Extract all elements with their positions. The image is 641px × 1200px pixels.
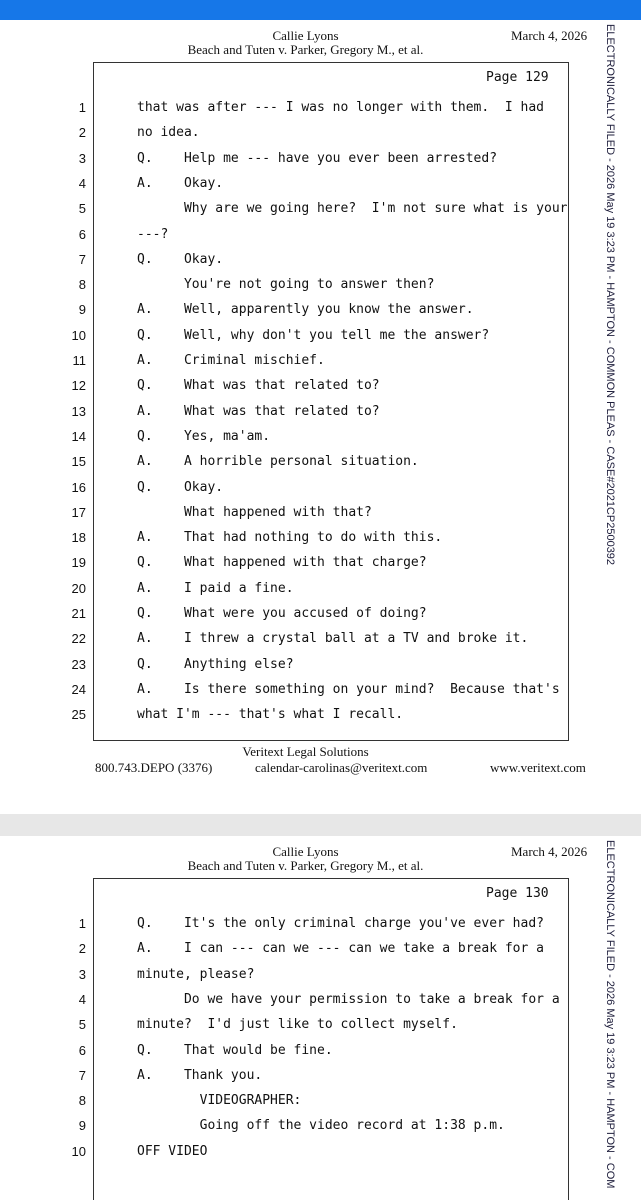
transcript-line <box>0 276 641 301</box>
footer-phone: 800.743.DEPO (3376) <box>95 760 213 775</box>
line-text: A. Is there something on your mind? Because that's <box>137 681 560 697</box>
transcript-line <box>0 580 641 605</box>
transcript-line <box>0 966 641 991</box>
line-text: Q. Well, why don't you tell me the answer? <box>137 327 490 343</box>
transcript-line <box>0 99 641 124</box>
line-text: that was after --- I was no longer with them. I had <box>137 100 544 115</box>
line-text: Q. That would be fine. <box>137 1042 333 1058</box>
transcript-line <box>0 915 641 940</box>
line-text: A. Thank you. <box>137 1067 263 1083</box>
deposition-date: March 4, 2026 <box>511 28 588 43</box>
line-text: Q. What happened with that charge? <box>137 555 427 571</box>
line-number: 1 <box>78 100 86 115</box>
top-status-bar <box>0 0 641 20</box>
line-text: Q. What were you accused of doing? <box>137 606 427 621</box>
transcript-line <box>0 991 641 1016</box>
transcript-line <box>0 504 641 529</box>
transcript-line <box>0 479 641 504</box>
transcript-page-130 <box>0 836 641 1200</box>
line-number: 8 <box>78 1093 86 1109</box>
line-text: A. Well, apparently you know the answer. <box>137 302 474 318</box>
line-number: 4 <box>78 175 86 191</box>
line-number: 16 <box>71 479 86 495</box>
filing-stamp <box>600 24 620 566</box>
case-caption: Beach and Tuten v. Parker, Gregory M., et al. <box>187 42 424 57</box>
transcript-line <box>0 428 641 453</box>
line-number: 7 <box>78 251 86 267</box>
transcript-line <box>0 1092 641 1117</box>
transcript-line <box>0 1016 641 1041</box>
line-text: no idea. <box>137 125 200 141</box>
line-text: A. I threw a crystal ball at a TV and broke it. <box>137 631 529 647</box>
line-number: 22 <box>71 631 86 647</box>
page-separator <box>0 814 641 836</box>
line-text: Q. Okay. <box>137 251 224 267</box>
line-number: 24 <box>71 681 86 697</box>
line-number: 12 <box>71 378 86 394</box>
transcript-line <box>0 529 641 554</box>
transcript-line <box>0 656 641 681</box>
transcript-line <box>0 327 641 352</box>
transcript-line <box>0 554 641 579</box>
line-text: A. A horrible personal situation. <box>137 454 419 470</box>
filing-stamp-text: ELECTRONICALLY FILED - 2026 May 19 3:23 PM - HAMPTON - COMMON PLEAS - CASE#2021CP2500392 <box>604 24 616 566</box>
transcript-line <box>0 301 641 326</box>
deposition-date: March 4, 2026 <box>511 844 588 859</box>
line-number: 10 <box>71 327 86 343</box>
line-number: 10 <box>71 1143 86 1159</box>
line-number: 1 <box>78 916 86 931</box>
line-text: Q. Help me --- have you ever been arrested? <box>137 150 498 166</box>
line-text: minute, please? <box>137 966 255 982</box>
transcript-line <box>0 226 641 251</box>
line-number: 17 <box>71 504 86 520</box>
transcript-line <box>0 150 641 175</box>
footer-email: calendar-carolinas@veritext.com <box>255 760 428 775</box>
line-text: what I'm --- that's what I recall. <box>137 707 404 723</box>
line-text: Do we have your permission to take a break for a <box>137 991 560 1007</box>
line-number: 6 <box>78 226 86 242</box>
transcript-line <box>0 605 641 630</box>
line-number: 2 <box>78 125 86 141</box>
transcript-line <box>0 352 641 377</box>
transcript-line <box>0 124 641 149</box>
footer-company: Veritext Legal Solutions <box>242 744 369 759</box>
line-number: 4 <box>78 991 86 1007</box>
line-number: 25 <box>71 707 86 723</box>
transcript-line <box>0 1143 641 1168</box>
line-number: 23 <box>71 656 86 672</box>
line-number: 5 <box>78 1017 86 1033</box>
line-number: 14 <box>71 428 86 444</box>
transcript-line <box>0 377 641 402</box>
line-text: Q. What was that related to? <box>137 378 380 394</box>
line-number: 21 <box>71 606 86 621</box>
line-text: ---? <box>137 226 169 242</box>
line-text: A. Criminal mischief. <box>137 353 325 368</box>
case-caption: Beach and Tuten v. Parker, Gregory M., et al. <box>187 858 424 873</box>
line-number: 13 <box>71 403 86 419</box>
line-text: OFF VIDEO <box>137 1143 208 1159</box>
page-number: Page 129 <box>486 70 549 85</box>
line-number: 9 <box>78 302 86 318</box>
transcript-line <box>0 453 641 478</box>
deponent-name: Callie Lyons <box>272 844 339 859</box>
line-number: 8 <box>78 277 86 293</box>
line-text: Q. Anything else? <box>137 656 294 672</box>
transcript-line <box>0 1067 641 1092</box>
transcript-line <box>0 940 641 965</box>
deponent-name: Callie Lyons <box>272 28 339 43</box>
transcript-line <box>0 175 641 200</box>
page-number: Page 130 <box>486 886 549 901</box>
transcript-line <box>0 1117 641 1142</box>
line-number: 9 <box>78 1118 86 1134</box>
line-text: You're not going to answer then? <box>137 277 435 293</box>
line-text: A. I can --- can we --- can we take a break for a <box>137 941 544 957</box>
filing-stamp-text: ELECTRONICALLY FILED - 2026 May 19 3:23 PM - HAMPTON - COM <box>604 840 616 1189</box>
line-text: What happened with that? <box>137 504 372 520</box>
transcript-line <box>0 706 641 731</box>
line-number: 3 <box>78 150 86 166</box>
transcript-line <box>0 200 641 225</box>
transcript-line <box>0 630 641 655</box>
line-number: 3 <box>78 966 86 982</box>
line-text: A. Okay. <box>137 175 224 191</box>
line-number: 7 <box>78 1067 86 1083</box>
line-text: Q. Yes, ma'am. <box>137 428 271 444</box>
line-text: Why are we going here? I'm not sure what is your <box>137 201 568 217</box>
line-number: 18 <box>71 530 86 546</box>
line-text: A. That had nothing to do with this. <box>137 530 443 546</box>
transcript-line <box>0 251 641 276</box>
line-number: 6 <box>78 1042 86 1058</box>
transcript-line <box>0 403 641 428</box>
line-text: Going off the video record at 1:38 p.m. <box>137 1118 505 1134</box>
line-number: 5 <box>78 201 86 217</box>
transcript-line <box>0 1042 641 1067</box>
line-number: 20 <box>71 580 86 596</box>
line-text: A. What was that related to? <box>137 403 380 419</box>
line-number: 15 <box>71 454 86 470</box>
transcript-page-129 <box>0 20 641 814</box>
footer-website: www.veritext.com <box>490 760 586 775</box>
line-text: A. I paid a fine. <box>137 580 294 596</box>
line-text: Q. It's the only criminal charge you've ever had? <box>137 916 544 931</box>
line-number: 19 <box>71 555 86 571</box>
filing-stamp <box>600 840 620 1200</box>
line-text: Q. Okay. <box>137 479 224 495</box>
line-text: minute? I'd just like to collect myself. <box>137 1017 458 1033</box>
transcript-line <box>0 681 641 706</box>
line-number: 2 <box>78 941 86 957</box>
line-number: 11 <box>72 353 86 368</box>
line-text: VIDEOGRAPHER: <box>137 1093 302 1109</box>
